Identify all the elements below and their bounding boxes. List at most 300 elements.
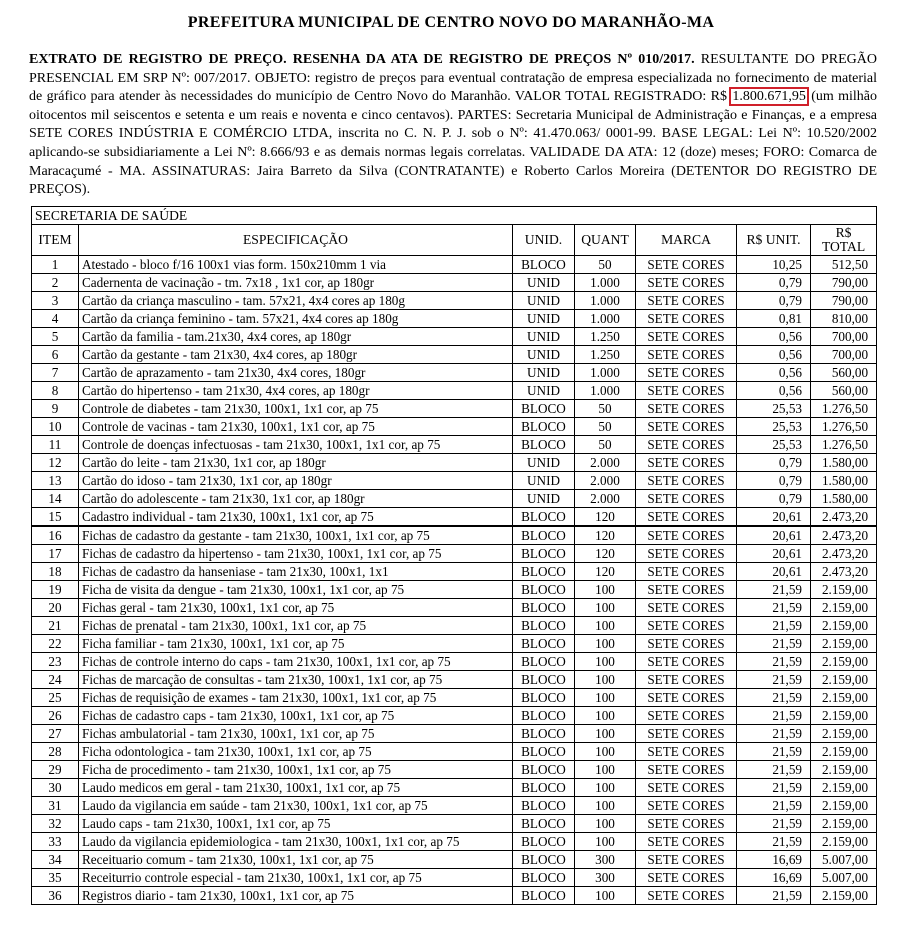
item-unit: UNID xyxy=(513,490,575,508)
table-row xyxy=(32,725,877,743)
item-number: 1 xyxy=(32,256,79,274)
item-unit-price: 0,79 xyxy=(737,472,811,490)
item-unit-price: 21,59 xyxy=(737,779,811,797)
item-number: 29 xyxy=(32,761,79,779)
item-unit-price: 21,59 xyxy=(737,761,811,779)
extract-paragraph xyxy=(29,51,877,200)
item-unit-price: 21,59 xyxy=(737,689,811,707)
header-especificacao: ESPECIFICAÇÃO xyxy=(79,225,513,256)
item-number: 28 xyxy=(32,743,79,761)
item-number: 6 xyxy=(32,346,79,364)
item-total-price: 2.159,00 xyxy=(811,815,877,833)
table-row xyxy=(32,653,877,671)
item-unit-price: 21,59 xyxy=(737,833,811,851)
table-row xyxy=(32,635,877,653)
item-quantity: 100 xyxy=(575,725,636,743)
table-row xyxy=(32,617,877,635)
item-brand: SETE CORES xyxy=(636,563,737,581)
item-specification: Cartão do leite - tam 21x30, 1x1 cor, ap 180gr xyxy=(79,454,513,472)
item-unit: BLOCO xyxy=(513,508,575,527)
item-brand: SETE CORES xyxy=(636,490,737,508)
item-unit: BLOCO xyxy=(513,779,575,797)
item-brand: SETE CORES xyxy=(636,472,737,490)
item-quantity: 300 xyxy=(575,851,636,869)
item-specification: Cartão da criança masculino - tam. 57x21, 4x4 cores ap 180g xyxy=(79,292,513,310)
item-quantity: 300 xyxy=(575,869,636,887)
item-number: 36 xyxy=(32,887,79,905)
item-unit-price: 20,61 xyxy=(737,563,811,581)
table-row xyxy=(32,779,877,797)
item-quantity: 100 xyxy=(575,833,636,851)
item-quantity: 100 xyxy=(575,797,636,815)
item-unit: BLOCO xyxy=(513,689,575,707)
item-unit: BLOCO xyxy=(513,581,575,599)
item-unit: BLOCO xyxy=(513,725,575,743)
header-total-price: R$ TOTAL xyxy=(811,225,877,256)
item-unit-price: 25,53 xyxy=(737,400,811,418)
item-unit: BLOCO xyxy=(513,400,575,418)
item-brand: SETE CORES xyxy=(636,274,737,292)
item-unit: BLOCO xyxy=(513,851,575,869)
item-number: 7 xyxy=(32,364,79,382)
item-specification: Ficha odontologica - tam 21x30, 100x1, 1x1 cor, ap 75 xyxy=(79,743,513,761)
item-unit: BLOCO xyxy=(513,526,575,545)
item-specification: Cartão do hipertenso - tam 21x30, 4x4 cores, ap 180gr xyxy=(79,382,513,400)
item-number: 20 xyxy=(32,599,79,617)
item-unit: BLOCO xyxy=(513,256,575,274)
item-quantity: 120 xyxy=(575,563,636,581)
item-number: 24 xyxy=(32,671,79,689)
extract-text-part2: (um milhão oitocentos mil seiscentos e setenta e um reais e noventa e cinco centavos). PARTES: Secretaria Municipal de Administração e Finanças, e a empresa SETE CORES INDÚSTRIA E COMÉRCIO LTDA, inscrita no C. N. P. J. sob o Nº: 41.470.063/ 0001-99. BASE LEGAL: Lei Nº: 10.520/2002 aplicando-se subsidiariamente a Lei Nº: 8.666/93 e as demais normas legais correlatas. VALIDADE DA ATA: 12 (doze) meses; FORO: Comarca de Maracaçumé - MA. ASSINATURAS: Jaira Barreto da Silva (CONTRATANTE) e Roberto Carlos Moreira (DETENTOR DO REGISTRO DE PREÇOS). xyxy=(29,89,877,198)
item-quantity: 1.250 xyxy=(575,346,636,364)
extract-heading: EXTRATO DE REGISTRO DE PREÇO. RESENHA DA ATA DE REGISTRO DE PREÇOS Nº 010/2017. xyxy=(29,52,695,67)
item-total-price: 560,00 xyxy=(811,364,877,382)
item-total-price: 700,00 xyxy=(811,328,877,346)
table-row xyxy=(32,472,877,490)
item-brand: SETE CORES xyxy=(636,725,737,743)
item-unit: BLOCO xyxy=(513,671,575,689)
item-quantity: 1.000 xyxy=(575,310,636,328)
table-row xyxy=(32,545,877,563)
item-quantity: 50 xyxy=(575,418,636,436)
item-number: 10 xyxy=(32,418,79,436)
item-unit-price: 21,59 xyxy=(737,707,811,725)
item-specification: Fichas de controle interno do caps - tam 21x30, 100x1, 1x1 cor, ap 75 xyxy=(79,653,513,671)
item-number: 14 xyxy=(32,490,79,508)
table-row xyxy=(32,869,877,887)
item-number: 16 xyxy=(32,526,79,545)
item-unit: UNID xyxy=(513,274,575,292)
item-total-price: 2.473,20 xyxy=(811,545,877,563)
header-quant: QUANT xyxy=(575,225,636,256)
item-unit: UNID xyxy=(513,472,575,490)
item-specification: Fichas de cadastro da hipertenso - tam 21x30, 100x1, 1x1 cor, ap 75 xyxy=(79,545,513,563)
item-total-price: 2.159,00 xyxy=(811,743,877,761)
table-row xyxy=(32,887,877,905)
item-brand: SETE CORES xyxy=(636,364,737,382)
item-brand: SETE CORES xyxy=(636,545,737,563)
item-total-price: 2.473,20 xyxy=(811,563,877,581)
item-unit-price: 21,59 xyxy=(737,797,811,815)
item-unit-price: 16,69 xyxy=(737,869,811,887)
header-unid: UNID. xyxy=(513,225,575,256)
item-specification: Cartão do idoso - tam 21x30, 1x1 cor, ap 180gr xyxy=(79,472,513,490)
item-number: 11 xyxy=(32,436,79,454)
item-quantity: 100 xyxy=(575,581,636,599)
item-specification: Cadernenta de vacinação - tm. 7x18 , 1x1 cor, ap 180gr xyxy=(79,274,513,292)
item-unit-price: 0,56 xyxy=(737,328,811,346)
item-brand: SETE CORES xyxy=(636,526,737,545)
item-brand: SETE CORES xyxy=(636,689,737,707)
table-row xyxy=(32,563,877,581)
item-number: 27 xyxy=(32,725,79,743)
item-unit: UNID xyxy=(513,328,575,346)
item-number: 23 xyxy=(32,653,79,671)
item-brand: SETE CORES xyxy=(636,328,737,346)
item-number: 3 xyxy=(32,292,79,310)
item-total-price: 2.159,00 xyxy=(811,671,877,689)
item-unit-price: 21,59 xyxy=(737,653,811,671)
table-row xyxy=(32,797,877,815)
item-brand: SETE CORES xyxy=(636,256,737,274)
item-unit-price: 21,59 xyxy=(737,815,811,833)
item-total-price: 810,00 xyxy=(811,310,877,328)
item-number: 32 xyxy=(32,815,79,833)
item-specification: Fichas de prenatal - tam 21x30, 100x1, 1x1 cor, ap 75 xyxy=(79,617,513,635)
item-brand: SETE CORES xyxy=(636,833,737,851)
item-specification: Cartão da familia - tam.21x30, 4x4 cores, ap 180gr xyxy=(79,328,513,346)
item-specification: Fichas de cadastro da gestante - tam 21x30, 100x1, 1x1 cor, ap 75 xyxy=(79,526,513,545)
item-unit-price: 0,56 xyxy=(737,382,811,400)
item-brand: SETE CORES xyxy=(636,382,737,400)
item-unit-price: 20,61 xyxy=(737,526,811,545)
item-unit-price: 21,59 xyxy=(737,743,811,761)
item-number: 31 xyxy=(32,797,79,815)
table-row xyxy=(32,581,877,599)
item-brand: SETE CORES xyxy=(636,581,737,599)
item-brand: SETE CORES xyxy=(636,869,737,887)
item-specification: Controle de doenças infectuosas - tam 21x30, 100x1, 1x1 cor, ap 75 xyxy=(79,436,513,454)
table-section-title: SECRETARIA DE SAÚDE xyxy=(32,207,877,225)
item-specification: Controle de vacinas - tam 21x30, 100x1, 1x1 cor, ap 75 xyxy=(79,418,513,436)
item-number: 15 xyxy=(32,508,79,527)
item-total-price: 700,00 xyxy=(811,346,877,364)
item-brand: SETE CORES xyxy=(636,653,737,671)
table-row xyxy=(32,400,877,418)
item-unit: BLOCO xyxy=(513,563,575,581)
item-total-price: 2.159,00 xyxy=(811,617,877,635)
item-specification: Ficha de visita da dengue - tam 21x30, 100x1, 1x1 cor, ap 75 xyxy=(79,581,513,599)
item-unit: UNID xyxy=(513,292,575,310)
item-quantity: 100 xyxy=(575,599,636,617)
item-unit: UNID xyxy=(513,310,575,328)
item-quantity: 120 xyxy=(575,545,636,563)
item-unit: UNID xyxy=(513,382,575,400)
item-quantity: 1.000 xyxy=(575,274,636,292)
item-unit-price: 0,79 xyxy=(737,292,811,310)
item-total-price: 560,00 xyxy=(811,382,877,400)
header-item: ITEM xyxy=(32,225,79,256)
item-unit-price: 21,59 xyxy=(737,635,811,653)
item-unit-price: 0,81 xyxy=(737,310,811,328)
item-number: 4 xyxy=(32,310,79,328)
table-row xyxy=(32,490,877,508)
item-total-price: 1.276,50 xyxy=(811,400,877,418)
item-specification: Ficha de procedimento - tam 21x30, 100x1, 1x1 cor, ap 75 xyxy=(79,761,513,779)
item-specification: Receituario comum - tam 21x30, 100x1, 1x1 cor, ap 75 xyxy=(79,851,513,869)
table-row xyxy=(32,599,877,617)
table-row xyxy=(32,526,877,545)
item-quantity: 2.000 xyxy=(575,454,636,472)
item-unit-price: 0,56 xyxy=(737,364,811,382)
item-total-price: 5.007,00 xyxy=(811,869,877,887)
item-quantity: 2.000 xyxy=(575,472,636,490)
item-total-price: 1.580,00 xyxy=(811,472,877,490)
item-unit-price: 10,25 xyxy=(737,256,811,274)
item-unit: BLOCO xyxy=(513,436,575,454)
item-specification: Controle de diabetes - tam 21x30, 100x1, 1x1 cor, ap 75 xyxy=(79,400,513,418)
item-quantity: 100 xyxy=(575,779,636,797)
item-brand: SETE CORES xyxy=(636,454,737,472)
item-number: 26 xyxy=(32,707,79,725)
item-unit: BLOCO xyxy=(513,707,575,725)
item-quantity: 100 xyxy=(575,815,636,833)
item-total-price: 2.159,00 xyxy=(811,635,877,653)
item-unit-price: 21,59 xyxy=(737,671,811,689)
table-row xyxy=(32,508,877,527)
item-total-price: 2.159,00 xyxy=(811,599,877,617)
item-unit: BLOCO xyxy=(513,833,575,851)
item-unit: UNID xyxy=(513,454,575,472)
table-row xyxy=(32,454,877,472)
item-unit-price: 0,56 xyxy=(737,346,811,364)
table-row xyxy=(32,436,877,454)
item-quantity: 2.000 xyxy=(575,490,636,508)
item-quantity: 1.000 xyxy=(575,364,636,382)
item-specification: Fichas ambulatorial - tam 21x30, 100x1, 1x1 cor, ap 75 xyxy=(79,725,513,743)
item-brand: SETE CORES xyxy=(636,346,737,364)
item-specification: Fichas geral - tam 21x30, 100x1, 1x1 cor, ap 75 xyxy=(79,599,513,617)
item-number: 5 xyxy=(32,328,79,346)
item-brand: SETE CORES xyxy=(636,400,737,418)
item-quantity: 1.000 xyxy=(575,292,636,310)
highlighted-total-value: 1.800.671,95 xyxy=(732,89,806,105)
item-total-price: 512,50 xyxy=(811,256,877,274)
item-total-price: 2.159,00 xyxy=(811,797,877,815)
item-unit-price: 20,61 xyxy=(737,545,811,563)
item-unit: BLOCO xyxy=(513,761,575,779)
item-number: 18 xyxy=(32,563,79,581)
item-brand: SETE CORES xyxy=(636,779,737,797)
item-unit-price: 20,61 xyxy=(737,508,811,527)
item-unit-price: 16,69 xyxy=(737,851,811,869)
table-row xyxy=(32,328,877,346)
item-specification: Cartão do adolescente - tam 21x30, 1x1 cor, ap 180gr xyxy=(79,490,513,508)
table-row xyxy=(32,274,877,292)
item-brand: SETE CORES xyxy=(636,436,737,454)
item-specification: Cartão da criança feminino - tam. 57x21, 4x4 cores ap 180g xyxy=(79,310,513,328)
item-specification: Registros diario - tam 21x30, 100x1, 1x1 cor, ap 75 xyxy=(79,887,513,905)
item-brand: SETE CORES xyxy=(636,815,737,833)
item-specification: Cartão da gestante - tam 21x30, 4x4 cores, ap 180gr xyxy=(79,346,513,364)
header-marca: MARCA xyxy=(636,225,737,256)
item-total-price: 2.159,00 xyxy=(811,581,877,599)
item-number: 22 xyxy=(32,635,79,653)
item-specification: Laudo caps - tam 21x30, 100x1, 1x1 cor, ap 75 xyxy=(79,815,513,833)
item-unit: BLOCO xyxy=(513,599,575,617)
item-specification: Fichas de requisição de exames - tam 21x30, 100x1, 1x1 cor, ap 75 xyxy=(79,689,513,707)
table-row xyxy=(32,256,877,274)
item-quantity: 100 xyxy=(575,671,636,689)
item-quantity: 120 xyxy=(575,526,636,545)
item-unit: BLOCO xyxy=(513,635,575,653)
header-unit-price: R$ UNIT. xyxy=(737,225,811,256)
table-row xyxy=(32,346,877,364)
item-number: 2 xyxy=(32,274,79,292)
item-unit: BLOCO xyxy=(513,545,575,563)
item-unit: BLOCO xyxy=(513,815,575,833)
item-specification: Fichas de cadastro caps - tam 21x30, 100x1, 1x1 cor, ap 75 xyxy=(79,707,513,725)
item-brand: SETE CORES xyxy=(636,797,737,815)
item-total-price: 5.007,00 xyxy=(811,851,877,869)
table-row xyxy=(32,310,877,328)
table-row xyxy=(32,382,877,400)
item-quantity: 50 xyxy=(575,400,636,418)
item-total-price: 2.159,00 xyxy=(811,761,877,779)
item-total-price: 2.159,00 xyxy=(811,653,877,671)
item-quantity: 100 xyxy=(575,635,636,653)
item-unit: UNID xyxy=(513,346,575,364)
item-brand: SETE CORES xyxy=(636,508,737,527)
item-unit: BLOCO xyxy=(513,743,575,761)
item-specification: Laudo da vigilancia em saúde - tam 21x30, 100x1, 1x1 cor, ap 75 xyxy=(79,797,513,815)
item-quantity: 100 xyxy=(575,653,636,671)
table-row xyxy=(32,761,877,779)
item-quantity: 100 xyxy=(575,761,636,779)
item-number: 34 xyxy=(32,851,79,869)
item-unit-price: 0,79 xyxy=(737,274,811,292)
item-quantity: 50 xyxy=(575,436,636,454)
item-quantity: 100 xyxy=(575,689,636,707)
item-number: 33 xyxy=(32,833,79,851)
item-unit-price: 21,59 xyxy=(737,887,811,905)
item-number: 25 xyxy=(32,689,79,707)
item-total-price: 2.159,00 xyxy=(811,833,877,851)
item-total-price: 1.580,00 xyxy=(811,490,877,508)
item-quantity: 100 xyxy=(575,617,636,635)
item-specification: Fichas de marcação de consultas - tam 21x30, 100x1, 1x1 cor, ap 75 xyxy=(79,671,513,689)
item-total-price: 1.580,00 xyxy=(811,454,877,472)
item-total-price: 790,00 xyxy=(811,292,877,310)
item-quantity: 50 xyxy=(575,256,636,274)
table-row xyxy=(32,671,877,689)
table-row xyxy=(32,707,877,725)
item-unit-price: 21,59 xyxy=(737,617,811,635)
item-total-price: 790,00 xyxy=(811,274,877,292)
item-brand: SETE CORES xyxy=(636,887,737,905)
item-number: 35 xyxy=(32,869,79,887)
item-brand: SETE CORES xyxy=(636,418,737,436)
item-total-price: 2.159,00 xyxy=(811,887,877,905)
item-number: 13 xyxy=(32,472,79,490)
item-unit: BLOCO xyxy=(513,869,575,887)
item-brand: SETE CORES xyxy=(636,635,737,653)
item-brand: SETE CORES xyxy=(636,707,737,725)
item-unit-price: 21,59 xyxy=(737,581,811,599)
item-unit: BLOCO xyxy=(513,617,575,635)
item-quantity: 100 xyxy=(575,887,636,905)
table-row xyxy=(32,689,877,707)
item-total-price: 2.159,00 xyxy=(811,725,877,743)
item-quantity: 100 xyxy=(575,707,636,725)
table-row xyxy=(32,743,877,761)
item-total-price: 2.159,00 xyxy=(811,779,877,797)
item-total-price: 2.159,00 xyxy=(811,707,877,725)
item-total-price: 2.473,20 xyxy=(811,526,877,545)
item-brand: SETE CORES xyxy=(636,743,737,761)
item-brand: SETE CORES xyxy=(636,310,737,328)
item-number: 30 xyxy=(32,779,79,797)
item-total-price: 2.159,00 xyxy=(811,689,877,707)
item-unit: BLOCO xyxy=(513,797,575,815)
item-number: 19 xyxy=(32,581,79,599)
table-row xyxy=(32,292,877,310)
item-specification: Fichas de cadastro da hanseniase - tam 21x30, 100x1, 1x1 xyxy=(79,563,513,581)
table-row xyxy=(32,851,877,869)
item-unit: BLOCO xyxy=(513,653,575,671)
document-title: PREFEITURA MUNICIPAL DE CENTRO NOVO DO MARANHÃO-MA xyxy=(187,14,715,31)
items-table xyxy=(31,206,877,905)
item-quantity: 1.000 xyxy=(575,382,636,400)
extract-text-part1: RESULTANTE DO PREGÃO PRESENCIAL EM SRP Nº: 007/2017. OBJETO: registro de preços para eventual contratação de empresa especializada no fornecimento de material de gráfico para atender às necessidades do município de Centro Novo do Maranhão. VALOR TOTAL REGISTRADO: R$ xyxy=(29,52,877,105)
item-brand: SETE CORES xyxy=(636,671,737,689)
item-quantity: 120 xyxy=(575,508,636,527)
table-body xyxy=(32,256,877,905)
item-number: 9 xyxy=(32,400,79,418)
item-number: 8 xyxy=(32,382,79,400)
item-specification: Ficha familiar - tam 21x30, 100x1, 1x1 cor, ap 75 xyxy=(79,635,513,653)
item-unit: BLOCO xyxy=(513,887,575,905)
item-unit-price: 21,59 xyxy=(737,725,811,743)
item-unit: UNID xyxy=(513,364,575,382)
item-specification: Receiturrio controle especial - tam 21x30, 100x1, 1x1 cor, ap 75 xyxy=(79,869,513,887)
item-brand: SETE CORES xyxy=(636,617,737,635)
item-brand: SETE CORES xyxy=(636,599,737,617)
item-unit: BLOCO xyxy=(513,418,575,436)
item-brand: SETE CORES xyxy=(636,761,737,779)
item-number: 17 xyxy=(32,545,79,563)
table-row xyxy=(32,418,877,436)
item-specification: Cadastro individual - tam 21x30, 100x1, 1x1 cor, ap 75 xyxy=(79,508,513,527)
item-unit-price: 0,79 xyxy=(737,454,811,472)
item-specification: Laudo da vigilancia epidemiologica - tam 21x30, 100x1, 1x1 cor, ap 75 xyxy=(79,833,513,851)
item-number: 12 xyxy=(32,454,79,472)
item-brand: SETE CORES xyxy=(636,851,737,869)
item-brand: SETE CORES xyxy=(636,292,737,310)
table-row xyxy=(32,833,877,851)
item-total-price: 1.276,50 xyxy=(811,436,877,454)
table-header-row xyxy=(32,225,877,256)
item-specification: Atestado - bloco f/16 100x1 vias form. 150x210mm 1 via xyxy=(79,256,513,274)
item-unit-price: 0,79 xyxy=(737,490,811,508)
item-total-price: 2.473,20 xyxy=(811,508,877,527)
item-specification: Laudo medicos em geral - tam 21x30, 100x1, 1x1 cor, ap 75 xyxy=(79,779,513,797)
item-specification: Cartão de aprazamento - tam 21x30, 4x4 cores, 180gr xyxy=(79,364,513,382)
item-unit-price: 21,59 xyxy=(737,599,811,617)
table-row xyxy=(32,364,877,382)
item-unit-price: 25,53 xyxy=(737,418,811,436)
item-quantity: 1.250 xyxy=(575,328,636,346)
